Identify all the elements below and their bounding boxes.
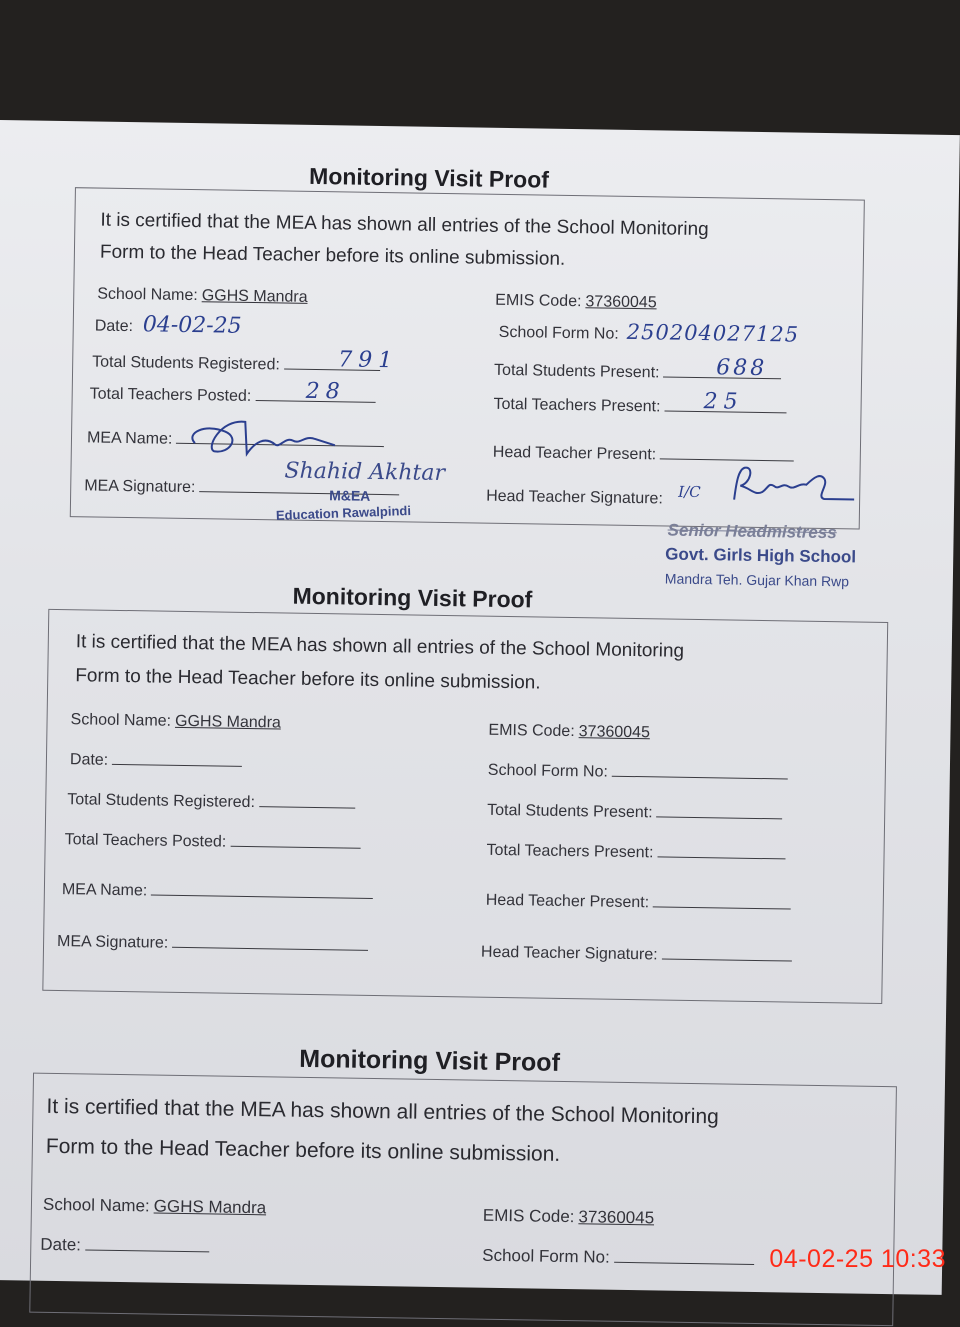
form-1-head-teacher-signature — [486, 488, 663, 509]
form-1-certificate-line1: It is certified that the MEA has shown all entries of the School Monitoring — [100, 209, 709, 241]
form-2-school-name — [70, 711, 281, 732]
form-1-total-students-registered-handwritten: 791 — [338, 347, 399, 374]
blank-line — [657, 802, 783, 819]
form-1-total-teachers-present-handwritten: 25 — [703, 389, 744, 415]
form-1-total-students-present-handwritten: 688 — [716, 355, 768, 382]
form-1-school-name — [97, 286, 308, 307]
form-1-school-form-no-handwritten: 250204027125 — [626, 319, 800, 347]
school-name-label: School Name: — [97, 285, 198, 305]
emis-code-label: EMIS Code: — [488, 721, 575, 741]
blank-line — [653, 892, 791, 909]
emis-code-label: EMIS Code: — [482, 1205, 575, 1227]
form-3-title: Monitoring Visit Proof — [299, 1044, 561, 1077]
form-2-date — [70, 749, 243, 772]
form-3-school-form-no — [482, 1246, 754, 1270]
form-1-title: Monitoring Visit Proof — [308, 162, 550, 193]
form-3-date — [40, 1235, 209, 1258]
total-teachers-present-label: Total Teachers Present: — [493, 395, 661, 416]
head-stamp-line3: Mandra Teh. Gujar Khan Rwp — [664, 570, 850, 590]
emis-code-value: 37360045 — [578, 1207, 655, 1228]
blank-line — [112, 750, 242, 767]
date-label: Date: — [40, 1234, 82, 1255]
blank-line — [85, 1235, 209, 1252]
date-label: Date: — [94, 317, 134, 336]
total-students-registered-label: Total Students Registered: — [67, 791, 256, 812]
form-3-certificate-line1: It is certified that the MEA has shown all entries of the School Monitoring — [46, 1094, 719, 1129]
total-students-present-label: Total Students Present: — [493, 361, 660, 382]
mea-stamp-title: M&EA — [329, 487, 371, 504]
total-teachers-posted-label: Total Teachers Posted: — [64, 831, 227, 851]
school-name-value: GGHS Mandra — [201, 287, 308, 306]
mea-name-label: MEA Name: — [86, 429, 173, 448]
mea-name-label: MEA Name: — [61, 881, 148, 900]
school-form-no-label: School Form No: — [498, 323, 619, 343]
total-teachers-posted-label: Total Teachers Posted: — [89, 385, 252, 405]
school-form-no-label: School Form No: — [487, 761, 609, 781]
form-3-school-name — [43, 1195, 267, 1219]
total-teachers-present-label: Total Teachers Present: — [486, 841, 654, 862]
form-2-emis-code — [488, 722, 650, 743]
emis-code-value: 37360045 — [578, 723, 651, 742]
form-1-emis-code — [495, 292, 657, 313]
paper-sheet — [0, 120, 960, 1295]
form-2-title: Monitoring Visit Proof — [292, 582, 533, 613]
blank-line — [230, 832, 360, 849]
blank-line — [614, 1248, 754, 1265]
school-name-label: School Name: — [42, 1194, 150, 1216]
emis-code-value: 37360045 — [585, 293, 657, 312]
mea-signature-label: MEA Signature: — [56, 932, 169, 952]
head-signature-prefix: I/C — [678, 482, 701, 502]
form-1-date — [95, 318, 134, 337]
form-1-date-handwritten: 04-02-25 — [142, 312, 242, 339]
blank-line — [172, 933, 368, 951]
date-label: Date: — [69, 751, 109, 769]
school-form-no-label: School Form No: — [482, 1245, 610, 1267]
head-stamp-line2: Govt. Girls High School — [665, 544, 857, 567]
mea-stamp-name: Shahid Akhtar — [284, 458, 446, 487]
blank-line — [612, 762, 788, 780]
form-3-emis-code — [483, 1206, 655, 1229]
head-teacher-signature-label: Head Teacher Signature: — [480, 943, 658, 964]
blank-line — [660, 444, 794, 461]
form-1-total-teachers-posted-handwritten: 28 — [305, 378, 346, 405]
total-students-registered-label: Total Students Registered: — [92, 353, 280, 374]
emis-code-label: EMIS Code: — [495, 291, 582, 311]
total-students-present-label: Total Students Present: — [487, 801, 653, 822]
form-1-certificate-line2: Form to the Head Teacher before its online submission. — [99, 241, 566, 270]
camera-timestamp: 04-02-25 10:33 — [769, 1245, 946, 1273]
school-name-value: GGHS Mandra — [174, 712, 282, 732]
head-teacher-signature-icon — [724, 461, 865, 507]
school-name-label: School Name: — [70, 711, 172, 730]
blank-line — [259, 792, 355, 809]
blank-line — [657, 842, 785, 859]
form-1-school-form-no — [499, 324, 619, 344]
mea-signature-label: MEA Signature: — [84, 477, 196, 497]
head-teacher-signature-label: Head Teacher Signature: — [486, 487, 663, 508]
mea-name-scribble-icon — [185, 413, 346, 466]
school-name-value: GGHS Mandra — [153, 1196, 267, 1218]
mea-stamp-office: Education Rawalpindi — [275, 502, 412, 523]
blank-line — [151, 880, 373, 898]
form-3-certificate-line2: Form to the Head Teacher before its online submission. — [45, 1134, 561, 1166]
head-teacher-present-label: Head Teacher Present: — [492, 443, 657, 464]
blank-line — [662, 944, 792, 961]
head-teacher-present-label: Head Teacher Present: — [485, 891, 650, 912]
form-2-certificate-line1: It is certified that the MEA has shown all entries of the School Monitoring — [75, 631, 685, 662]
form-2-certificate-line2: Form to the Head Teacher before its online submission. — [75, 665, 541, 694]
head-stamp-line1: Senior Headmistress — [667, 520, 837, 543]
